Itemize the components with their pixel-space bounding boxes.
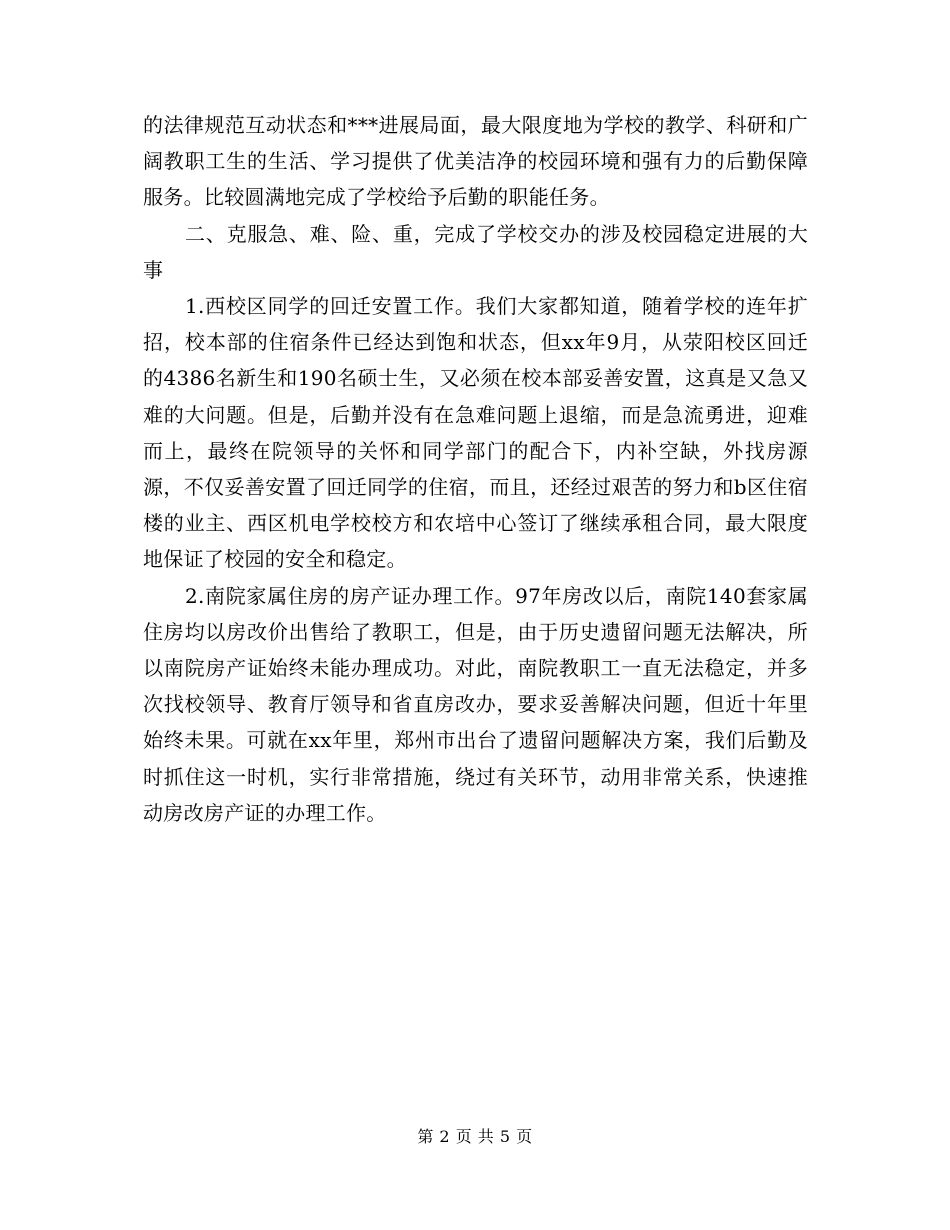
paragraph-item-1: 1.西校区同学的回迁安置工作。我们大家都知道，随着学校的连年扩招，校本部的住宿条件已经达到饱和状态，但xx年9月，从荥阳校区回迁的4386名新生和190名硕士生，又必须在校本部妥善安置，这真是又急又难的大问题。但是，后勤并没有在急难问题上退缩，而是急流勇进，迎难而上，最终在院领导的关怀和同学部门的配合下，内补空缺，外找房源源，不仅妥善安置了回迁同学的住宿，而且，还经过艰苦的努力和b区住宿楼的业主、西区机电学校校方和农培中心签订了继续承租合同，最大限度地保证了校园的安全和稳定。: [143, 294, 808, 572]
paragraph-continuation: 的法律规范互动状态和***进展局面，最大限度地为学校的教学、科研和广阔教职工生的生活、学习提供了优美洁净的校园环境和强有力的后勤保障服务。比较圆满地完成了学校给予后勤的职能任务。: [143, 113, 808, 210]
paragraph-item-2: 2.南院家属住房的房产证办理工作。97年房改以后，南院140套家属住房均以房改价出售给了教职工，但是，由于历史遗留问题无法解决，所以南院房产证始终未能办理成功。对此，南院教职工一直无法稳定，并多次找校领导、教育厅领导和省直房改办，要求妥善解决问题，但近十年里始终未果。可就在xx年里，郑州市出台了遗留问题解决方案，我们后勤及时抓住这一时机，实行非常措施，绕过有关环节，动用非常关系，快速推动房改房产证的办理工作。: [143, 583, 808, 825]
page-footer: [0, 1127, 950, 1147]
document-body: [143, 107, 808, 831]
page-number: 第 2 页 共 5 页: [417, 1127, 533, 1146]
section-heading: 二、克服急、难、险、重，完成了学校交办的涉及校园稳定进展的大事: [143, 221, 808, 282]
